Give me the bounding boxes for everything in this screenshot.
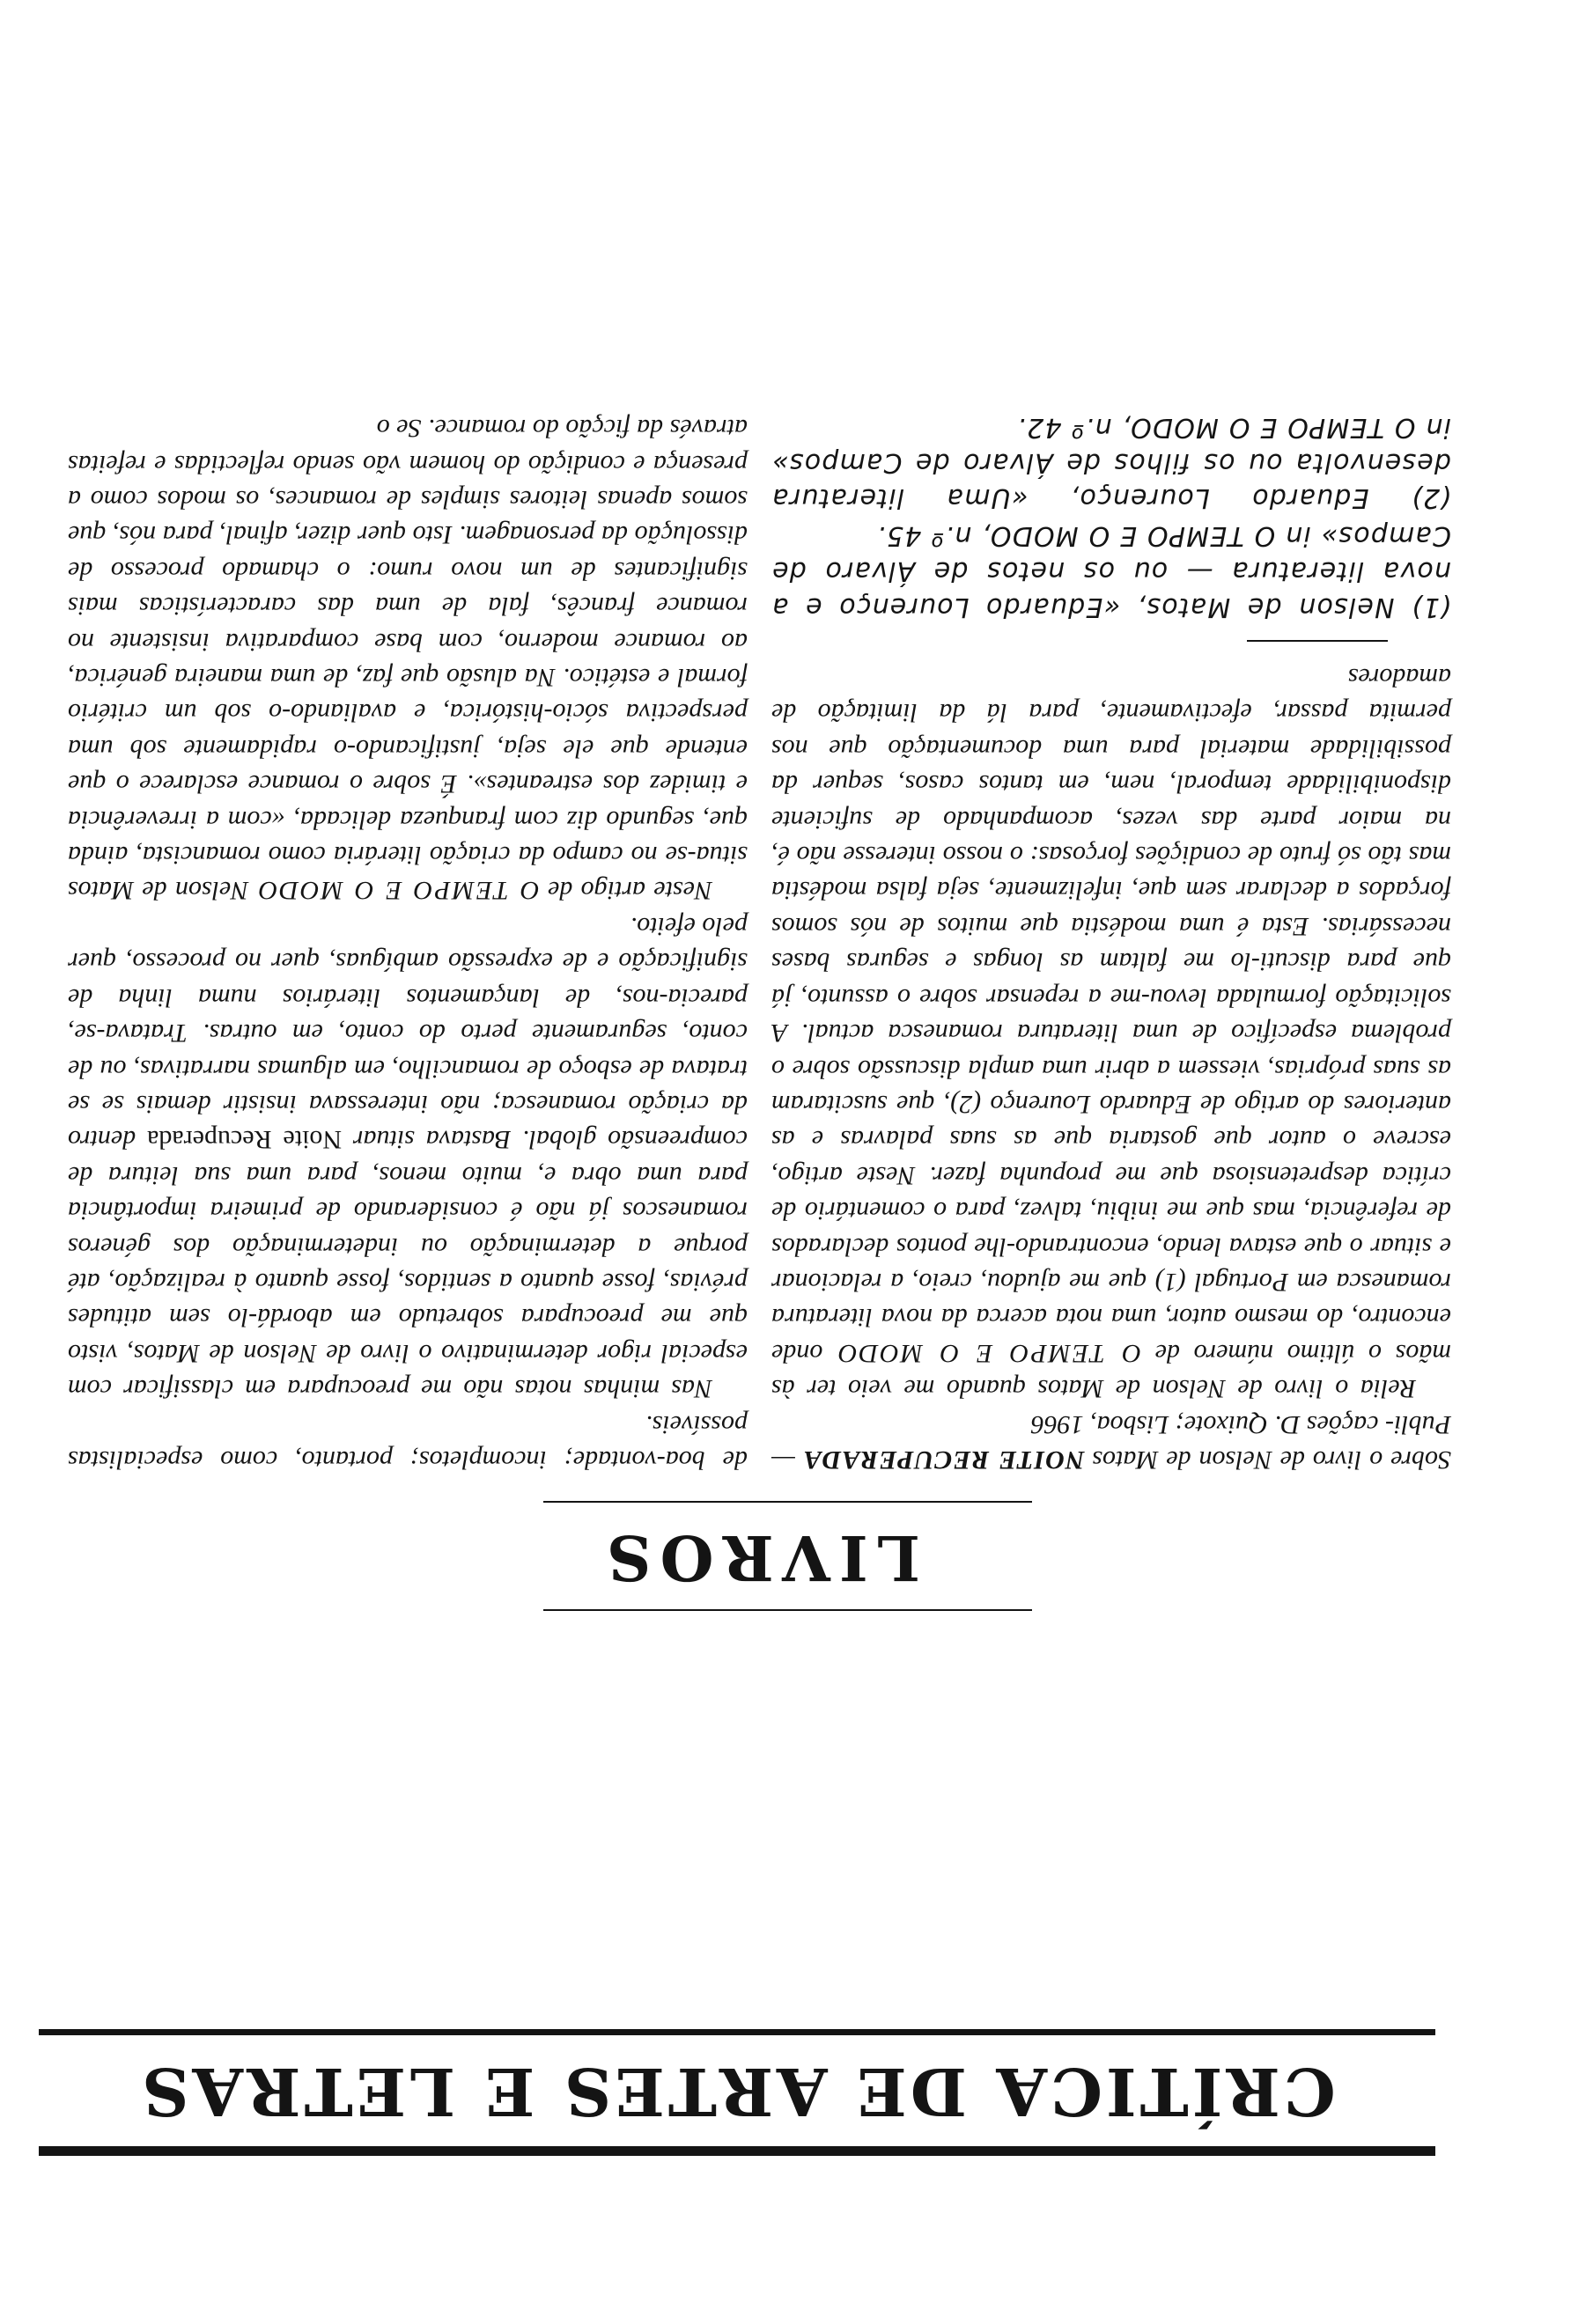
journal-name: O TEMPO E O MODO bbox=[256, 876, 540, 906]
book-publisher-prefix: — Publi- bbox=[771, 1409, 1451, 1475]
footnote-2 bbox=[771, 408, 1451, 515]
book-reference bbox=[771, 1406, 1451, 1477]
body-paragraph bbox=[68, 410, 748, 908]
intro-prefix: Sobre o livro de Nelson de Matos bbox=[1092, 1445, 1451, 1475]
book-publisher: cações D. Quixote; Lisboa, 1966 bbox=[1030, 1409, 1379, 1439]
left-column bbox=[771, 408, 1451, 1477]
header-bottom-rule bbox=[39, 2029, 1435, 2035]
magazine-title: CRÍTICA DE ARTES E LETRAS bbox=[138, 2053, 1336, 2129]
footnote-journal: O TEMPO E O MODO, bbox=[1121, 411, 1416, 443]
body-text: Neste artigo de bbox=[548, 876, 712, 906]
footnote-1 bbox=[771, 517, 1451, 623]
footnote-text: (2) Eduardo Lourenço, «Uma literatura desenvolta ou os filhos de Álvaro de Campos» in bbox=[771, 411, 1451, 514]
footnote-text: (1) Nelson de Matos, «Eduardo Lourenço e a nova literatura — ou os netos de Álvaro de Campos» in bbox=[771, 519, 1451, 622]
section-title: LIVROS bbox=[598, 1521, 920, 1595]
section-bottom-rule bbox=[543, 1501, 1032, 1503]
footnote-text: n.º 45. bbox=[876, 519, 972, 551]
body-text: Nas minhas notas não me preocupara em classificar com especial rigor determinativo o livro de Nelson de Matos, visto que me preocupara sobretudo em abordá-lo sem atitudes prévias, fosse quanto a sentidos, fosse quanto à realização, até porque a determinação ou indeterminação dos géneros romanescos já não é considerando de primeira importância para uma obra e, muito menos, para uma sua leitura de compreensão global. Bastava situar bbox=[68, 1125, 748, 1404]
footnote-rule bbox=[1247, 640, 1388, 642]
footnote-journal: O TEMPO E O MODO, bbox=[981, 519, 1276, 551]
body-paragraph bbox=[771, 659, 1451, 1407]
header-top-rule bbox=[39, 2146, 1435, 2156]
section-top-rule bbox=[543, 1609, 1032, 1611]
body-text: Nelson de Matos situa-se no campo da criação literária como romancista, ainda que, segundo diz com franqueza delicada, «com a irreverência e timidez dos estreantes». É sobre o romance esclarece o que entende que ele seja, justificando-o rapidamente sob uma perspectiva sócio-histórica, e avaliando-o sob um critério formal e estético. Na alusão que faz, de uma maneira genérica, ao romance moderno, com base comparativa insistente no romance francês, fala de uma das características mais significantes de um novo rumo: o chamado processo de dissolução da personagem. Isto quer dizer, afinal, para nós, que somos apenas leitores simples de romances, os modos como a presença e condição do homem vão sendo reflectidas e refeitas através da ficção do romance. Se o bbox=[67, 414, 748, 906]
footnote-text: n.º 42. bbox=[1016, 411, 1112, 443]
right-column bbox=[68, 410, 748, 1477]
book-title: NOITE RECUPERADA bbox=[802, 1445, 1085, 1475]
book-name: Noite Recuperada bbox=[147, 1125, 343, 1155]
body-text: Relia o livro de Nelson de Matos quando me veio ter às mãos o último número de bbox=[771, 1338, 1451, 1404]
body-paragraph bbox=[68, 908, 748, 1407]
body-text: onde encontro, do mesmo autor, uma nota acerca da nova literatura romanesca em Portugal (1) que me ajudou, creio, a relacionar e situar o que estava lendo, encontrando-lhe pontos declarados de referência, mas que me inibiu, talvez, para o comentário de crítica despretensiosa que me propunha fazer. Neste artigo, escreve o autor que gostaria que as suas palavras e as anteriores do artigo de Eduardo Lourenço (2), que suscitaram as suas próprias, viessem a abrir uma ampla discussão sobre o problema específico de uma literatura romanesca actual. A solicitação formulada levou-me a repensar sobre o assunto, já que para discuti-lo me faltam as longas e seguras bases necessárias. Esta é uma modéstia que muitos de nós somos forçados a declarar sem que, infelizmente, seja falsa modéstia mas tão só fruto de condições forçosas: o nosso interesse não é, na maior parte das vezes, acompanhado de suficiente disponibilidade temporal, nem, em tantos casos, sequer da possibilidade material para uma documentação que nos permita passar, efectivamente, para lá da limitação de amadores bbox=[771, 663, 1451, 1368]
continued-paragraph: de boa-vontade; incompletos; portanto, como especialistas possíveis. bbox=[68, 1409, 748, 1475]
body-text: dentro da criação romanesca; não interessava insistir demais se se tratava de esboço de romancilho, em algumas narrativas, ou de conto, seguramente perto do conto, em outras. Tratava-se, parecia-nos, de lançamentos literários numa linha de significação e de expressão ambíguas, quer no processo, quer pelo efeito. bbox=[67, 911, 748, 1155]
journal-name: O TEMPO E O MODO bbox=[836, 1338, 1142, 1368]
